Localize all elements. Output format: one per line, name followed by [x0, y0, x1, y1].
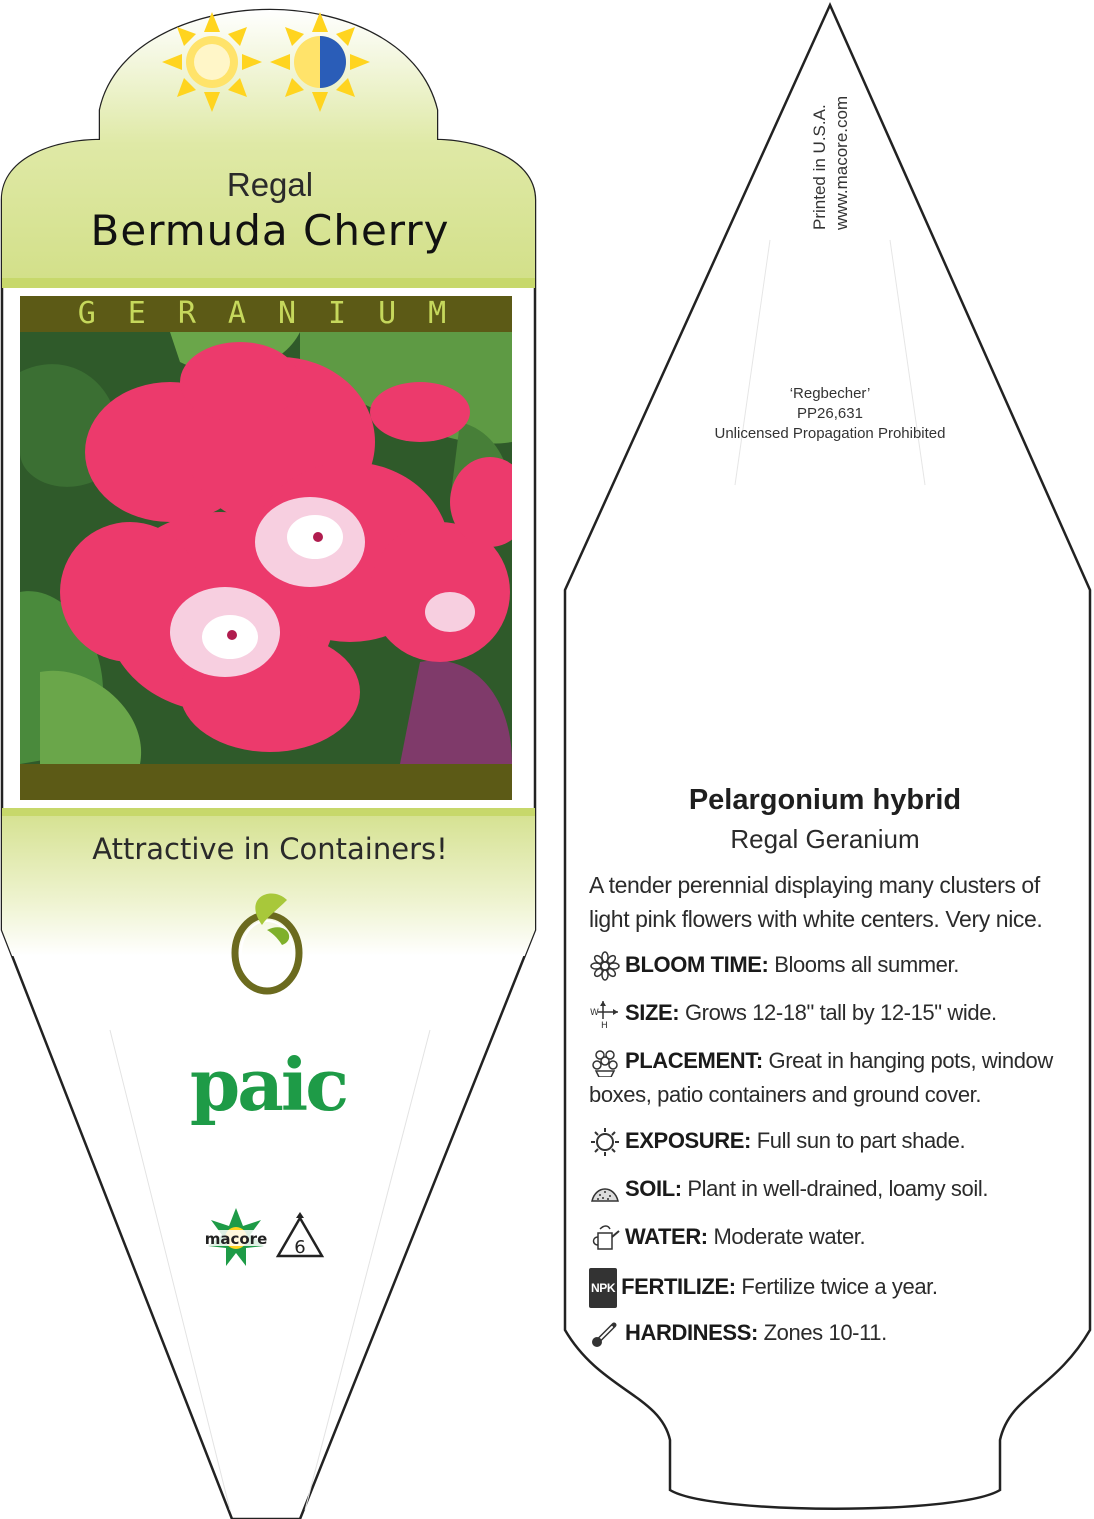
- website-text: www.macore.com: [832, 95, 851, 230]
- care-label: HARDINESS:: [625, 1320, 758, 1345]
- care-soil: [589, 1172, 1059, 1206]
- variety-series: Regal: [226, 166, 314, 203]
- sun-icon: [589, 1127, 621, 1157]
- svg-text:paic: paic: [189, 1042, 347, 1127]
- care-text: Great in hanging pots, window boxes, patio containers and ground cover.: [589, 1048, 1053, 1107]
- propagation-notice: Unlicensed Propagation Prohibited: [714, 425, 946, 442]
- patent-number: PP26,631: [797, 405, 863, 422]
- size-w-letter: W: [590, 1008, 599, 1019]
- care-text: Fertilize twice a year.: [741, 1273, 938, 1299]
- care-text: Moderate water.: [713, 1224, 866, 1249]
- full-sun-icon: [162, 12, 262, 112]
- care-water: [589, 1220, 1059, 1254]
- tagline: Attractive in Containers!: [92, 832, 448, 866]
- care-size: [589, 996, 1059, 1030]
- thermometer-icon: [589, 1319, 621, 1349]
- care-text: Plant in well-drained, loamy soil.: [687, 1176, 989, 1201]
- care-text: Zones 10-11.: [763, 1320, 887, 1345]
- care-label: PLACEMENT:: [625, 1048, 763, 1073]
- svg-text:macore: macore: [204, 1230, 268, 1248]
- care-label: WATER:: [625, 1224, 708, 1249]
- care-fertilize: [589, 1268, 1059, 1308]
- care-hardiness: [589, 1316, 1059, 1350]
- care-text: Blooms all summer.: [774, 952, 959, 977]
- printed-info: [800, 60, 860, 230]
- care-label: SOIL:: [625, 1176, 682, 1201]
- soil-icon: [589, 1175, 621, 1205]
- flower-icon: [589, 951, 621, 981]
- care-label: FERTILIZE:: [621, 1273, 736, 1299]
- size-icon: [589, 999, 621, 1029]
- photo-bottom-band: [20, 764, 512, 800]
- care-bloom-time: [589, 948, 1059, 982]
- botanical-name: Pelargonium hybrid: [688, 784, 962, 816]
- printed-in-text: Printed in U.S.A.: [810, 104, 829, 230]
- care-exposure: [589, 1124, 1059, 1158]
- care-text: Full sun to part shade.: [756, 1128, 966, 1153]
- care-label: EXPOSURE:: [625, 1128, 751, 1153]
- svg-text:6: 6: [294, 1237, 306, 1258]
- variety-trade-name: ‘Regbecher’: [789, 385, 871, 402]
- size-h-letter: H: [601, 1021, 608, 1030]
- placement-icon: [589, 1047, 621, 1077]
- care-label: SIZE:: [625, 1000, 680, 1025]
- description: A tender perennial displaying many clusters of light pink flowers with white centers. Very nice.: [589, 872, 1043, 932]
- npk-icon: NPK: [589, 1268, 617, 1308]
- care-text: Grows 12-18" tall by 12-15" wide.: [684, 1000, 997, 1025]
- category-band: GERANIUM: [20, 296, 512, 332]
- variety-name: Bermuda Cherry: [90, 206, 450, 255]
- part-sun-icon: [270, 12, 370, 112]
- paic-brand-logo: [190, 1042, 346, 1127]
- care-placement: [589, 1044, 1059, 1112]
- patent-block: [640, 384, 1020, 444]
- flower-photo: [20, 332, 512, 764]
- care-label: BLOOM TIME:: [625, 952, 769, 977]
- watering-can-icon: [589, 1223, 621, 1253]
- common-name: Regal Geranium: [730, 824, 920, 854]
